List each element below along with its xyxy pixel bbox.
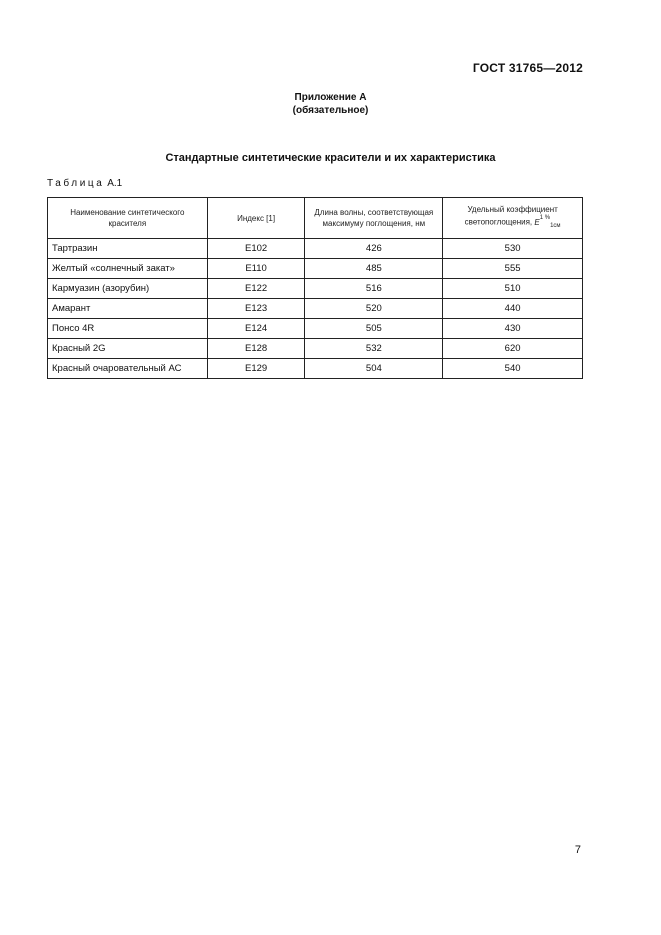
coefficient-symbol-letter: E <box>534 217 540 227</box>
table-caption <box>47 178 122 189</box>
table-row <box>48 319 583 339</box>
coefficient-sub: 1см <box>550 223 561 230</box>
table-row <box>48 259 583 279</box>
cell-wavelength: 532 <box>305 339 443 359</box>
table-row <box>48 299 583 319</box>
cell-wavelength: 485 <box>305 259 443 279</box>
cell-coefficient: 440 <box>443 299 583 319</box>
cell-index: Е102 <box>207 239 305 259</box>
cell-dye-name: Кармуазин (азорубин) <box>48 279 208 299</box>
cell-coefficient: 555 <box>443 259 583 279</box>
cell-wavelength: 505 <box>305 319 443 339</box>
table-header-row <box>48 198 583 239</box>
cell-wavelength: 520 <box>305 299 443 319</box>
cell-dye-name: Амарант <box>48 299 208 319</box>
annex-heading <box>0 91 661 117</box>
table-row <box>48 339 583 359</box>
table-caption-word: Таблица <box>47 178 105 189</box>
annex-title: Приложение А <box>294 92 367 103</box>
cell-index: Е123 <box>207 299 305 319</box>
header-coefficient <box>443 198 583 239</box>
cell-wavelength: 504 <box>305 359 443 379</box>
cell-dye-name: Красный 2G <box>48 339 208 359</box>
cell-wavelength: 516 <box>305 279 443 299</box>
table-body <box>48 239 583 379</box>
cell-coefficient: 510 <box>443 279 583 299</box>
header-wavelength: Длина волны, соответствующая максимуму поглощения, нм <box>305 198 443 239</box>
page-number: 7 <box>574 844 581 856</box>
cell-dye-name: Понсо 4R <box>48 319 208 339</box>
cell-coefficient: 620 <box>443 339 583 359</box>
cell-index: Е122 <box>207 279 305 299</box>
cell-dye-name: Желтый «солнечный закат» <box>48 259 208 279</box>
cell-index: Е128 <box>207 339 305 359</box>
standard-number: ГОСТ 31765—2012 <box>472 61 583 75</box>
cell-coefficient: 540 <box>443 359 583 379</box>
section-title: Стандартные синтетические красители и их характеристика <box>165 152 496 164</box>
cell-coefficient: 530 <box>443 239 583 259</box>
table-caption-number: А.1 <box>107 178 123 189</box>
table-row <box>48 279 583 299</box>
annex-status: (обязательное) <box>292 105 369 116</box>
cell-index: Е110 <box>207 259 305 279</box>
coefficient-sup: 1 % <box>539 214 551 221</box>
table-row <box>48 359 583 379</box>
dyes-table <box>47 197 583 379</box>
cell-dye-name: Тартразин <box>48 239 208 259</box>
header-index: Индекс [1] <box>207 198 305 239</box>
cell-coefficient: 430 <box>443 319 583 339</box>
table-row <box>48 239 583 259</box>
header-name: Наименование синтетического красителя <box>48 198 208 239</box>
cell-index: Е124 <box>207 319 305 339</box>
cell-wavelength: 426 <box>305 239 443 259</box>
cell-dye-name: Красный очаровательный АС <box>48 359 208 379</box>
header-coefficient-text: Удельный коэффициент светопоглощения, <box>464 204 558 227</box>
cell-index: Е129 <box>207 359 305 379</box>
coefficient-symbol <box>534 214 561 230</box>
